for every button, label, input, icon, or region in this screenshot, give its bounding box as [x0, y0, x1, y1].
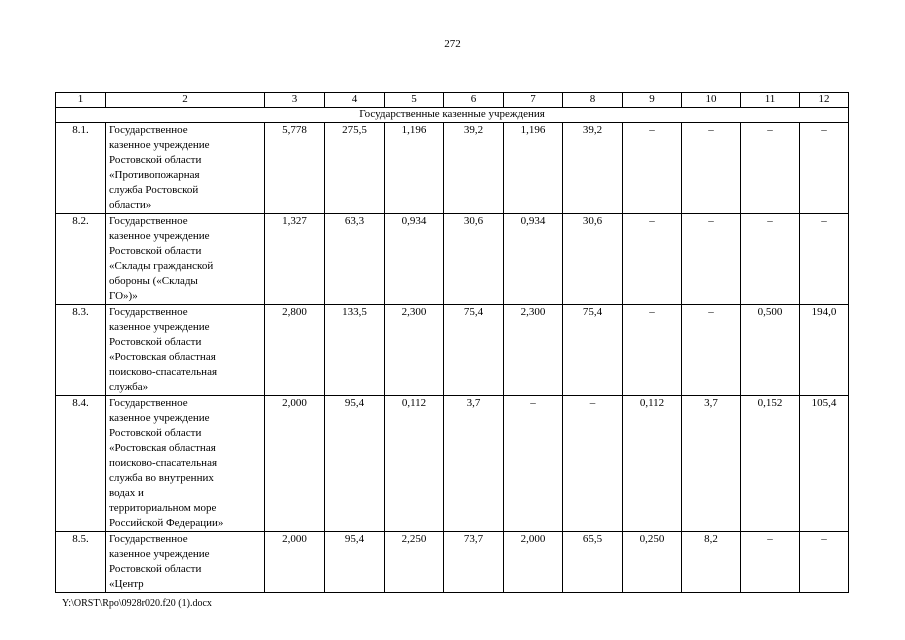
- value-cell-col-8: 65,5: [563, 532, 623, 593]
- value-cell-col-7: 2,300: [504, 305, 563, 396]
- column-header-3: 3: [265, 93, 325, 108]
- value-cell-col-10: 8,2: [682, 532, 741, 593]
- institution-name-line: казенное учреждение: [109, 548, 210, 560]
- value-cell-col-10: –: [682, 305, 741, 396]
- value-cell-col-7: 2,000: [504, 532, 563, 593]
- institution-name-line: Российской Федерации»: [109, 517, 224, 529]
- institution-name-line: Ростовской области: [109, 427, 202, 439]
- table-row: [56, 305, 849, 396]
- row-number: 8.4.: [56, 396, 106, 532]
- institution-name-line: поисково-спасательная: [109, 366, 218, 378]
- value-cell-col-6: 30,6: [444, 214, 504, 305]
- institution-name: [106, 305, 265, 396]
- institution-name: [106, 396, 265, 532]
- value-cell-col-10: –: [682, 123, 741, 214]
- institution-name-line: служба во внутренних: [109, 472, 214, 484]
- row-number: 8.1.: [56, 123, 106, 214]
- budget-table: [55, 92, 849, 593]
- value-cell-col-4: 63,3: [325, 214, 385, 305]
- value-cell-col-12: –: [800, 214, 849, 305]
- table-row: [56, 396, 849, 532]
- header-row: [56, 93, 849, 108]
- institution-name-line: «Ростовская областная: [109, 351, 216, 363]
- value-cell-col-3: 2,000: [265, 396, 325, 532]
- value-cell-col-12: –: [800, 532, 849, 593]
- column-header-9: 9: [623, 93, 682, 108]
- column-header-11: 11: [741, 93, 800, 108]
- value-cell-col-7: –: [504, 396, 563, 532]
- value-cell-col-11: –: [741, 123, 800, 214]
- institution-name-line: Государственное: [109, 306, 188, 318]
- row-number: 8.2.: [56, 214, 106, 305]
- institution-name-line: ГО»)»: [109, 290, 138, 302]
- institution-name-line: «Центр: [109, 578, 144, 590]
- table-row: [56, 532, 849, 593]
- institution-name: [106, 123, 265, 214]
- value-cell-col-5: 2,300: [385, 305, 444, 396]
- value-cell-col-6: 73,7: [444, 532, 504, 593]
- value-cell-col-5: 0,934: [385, 214, 444, 305]
- value-cell-col-3: 5,778: [265, 123, 325, 214]
- value-cell-col-4: 133,5: [325, 305, 385, 396]
- value-cell-col-5: 2,250: [385, 532, 444, 593]
- column-header-1: 1: [56, 93, 106, 108]
- institution-name-line: казенное учреждение: [109, 139, 210, 151]
- value-cell-col-8: 39,2: [563, 123, 623, 214]
- institution-name-line: поисково-спасательная: [109, 457, 218, 469]
- section-row: [56, 108, 849, 123]
- row-number: 8.5.: [56, 532, 106, 593]
- value-cell-col-7: 0,934: [504, 214, 563, 305]
- value-cell-col-7: 1,196: [504, 123, 563, 214]
- value-cell-col-4: 275,5: [325, 123, 385, 214]
- value-cell-col-3: 1,327: [265, 214, 325, 305]
- value-cell-col-8: 75,4: [563, 305, 623, 396]
- value-cell-col-10: –: [682, 214, 741, 305]
- value-cell-col-9: 0,112: [623, 396, 682, 532]
- footer-file-path: Y:\ORST\Rpo\0928r020.f20 (1).docx: [62, 598, 212, 609]
- value-cell-col-11: 0,152: [741, 396, 800, 532]
- value-cell-col-8: –: [563, 396, 623, 532]
- institution-name-line: Ростовской области: [109, 336, 202, 348]
- value-cell-col-5: 1,196: [385, 123, 444, 214]
- institution-name-line: служба»: [109, 381, 149, 393]
- institution-name-line: «Ростовская областная: [109, 442, 216, 454]
- institution-name-line: Ростовской области: [109, 154, 202, 166]
- column-header-6: 6: [444, 93, 504, 108]
- value-cell-col-3: 2,800: [265, 305, 325, 396]
- institution-name-line: «Склады гражданской: [109, 260, 214, 272]
- institution-name-line: Государственное: [109, 124, 188, 136]
- institution-name-line: казенное учреждение: [109, 412, 210, 424]
- value-cell-col-12: –: [800, 123, 849, 214]
- value-cell-col-8: 30,6: [563, 214, 623, 305]
- value-cell-col-3: 2,000: [265, 532, 325, 593]
- institution-name-line: служба Ростовской: [109, 184, 199, 196]
- institution-name-line: «Противопожарная: [109, 169, 200, 181]
- institution-name-line: водах и: [109, 487, 144, 499]
- value-cell-col-12: 194,0: [800, 305, 849, 396]
- value-cell-col-5: 0,112: [385, 396, 444, 532]
- institution-name-line: казенное учреждение: [109, 321, 210, 333]
- column-header-7: 7: [504, 93, 563, 108]
- value-cell-col-6: 75,4: [444, 305, 504, 396]
- value-cell-col-11: 0,500: [741, 305, 800, 396]
- column-header-5: 5: [385, 93, 444, 108]
- value-cell-col-9: –: [623, 214, 682, 305]
- column-header-8: 8: [563, 93, 623, 108]
- institution-name-line: Государственное: [109, 215, 188, 227]
- value-cell-col-10: 3,7: [682, 396, 741, 532]
- institution-name: [106, 532, 265, 593]
- column-header-2: 2: [106, 93, 265, 108]
- value-cell-col-6: 39,2: [444, 123, 504, 214]
- value-cell-col-11: –: [741, 214, 800, 305]
- column-header-12: 12: [800, 93, 849, 108]
- row-number: 8.3.: [56, 305, 106, 396]
- institution-name-line: Государственное: [109, 397, 188, 409]
- institution-name-line: Ростовской области: [109, 563, 202, 575]
- institution-name-line: Ростовской области: [109, 245, 202, 257]
- page-number: 272: [444, 38, 461, 50]
- section-title: Государственные казенные учреждения: [56, 108, 849, 123]
- value-cell-col-9: –: [623, 305, 682, 396]
- institution-name-line: казенное учреждение: [109, 230, 210, 242]
- institution-name-line: области»: [109, 199, 152, 211]
- value-cell-col-9: 0,250: [623, 532, 682, 593]
- value-cell-col-11: –: [741, 532, 800, 593]
- value-cell-col-9: –: [623, 123, 682, 214]
- value-cell-col-12: 105,4: [800, 396, 849, 532]
- institution-name-line: Государственное: [109, 533, 188, 545]
- value-cell-col-6: 3,7: [444, 396, 504, 532]
- table-row: [56, 214, 849, 305]
- institution-name-line: территориальном море: [109, 502, 217, 514]
- value-cell-col-4: 95,4: [325, 396, 385, 532]
- institution-name-line: обороны («Склады: [109, 275, 198, 287]
- table-row: [56, 123, 849, 214]
- value-cell-col-4: 95,4: [325, 532, 385, 593]
- institution-name: [106, 214, 265, 305]
- column-header-4: 4: [325, 93, 385, 108]
- column-header-10: 10: [682, 93, 741, 108]
